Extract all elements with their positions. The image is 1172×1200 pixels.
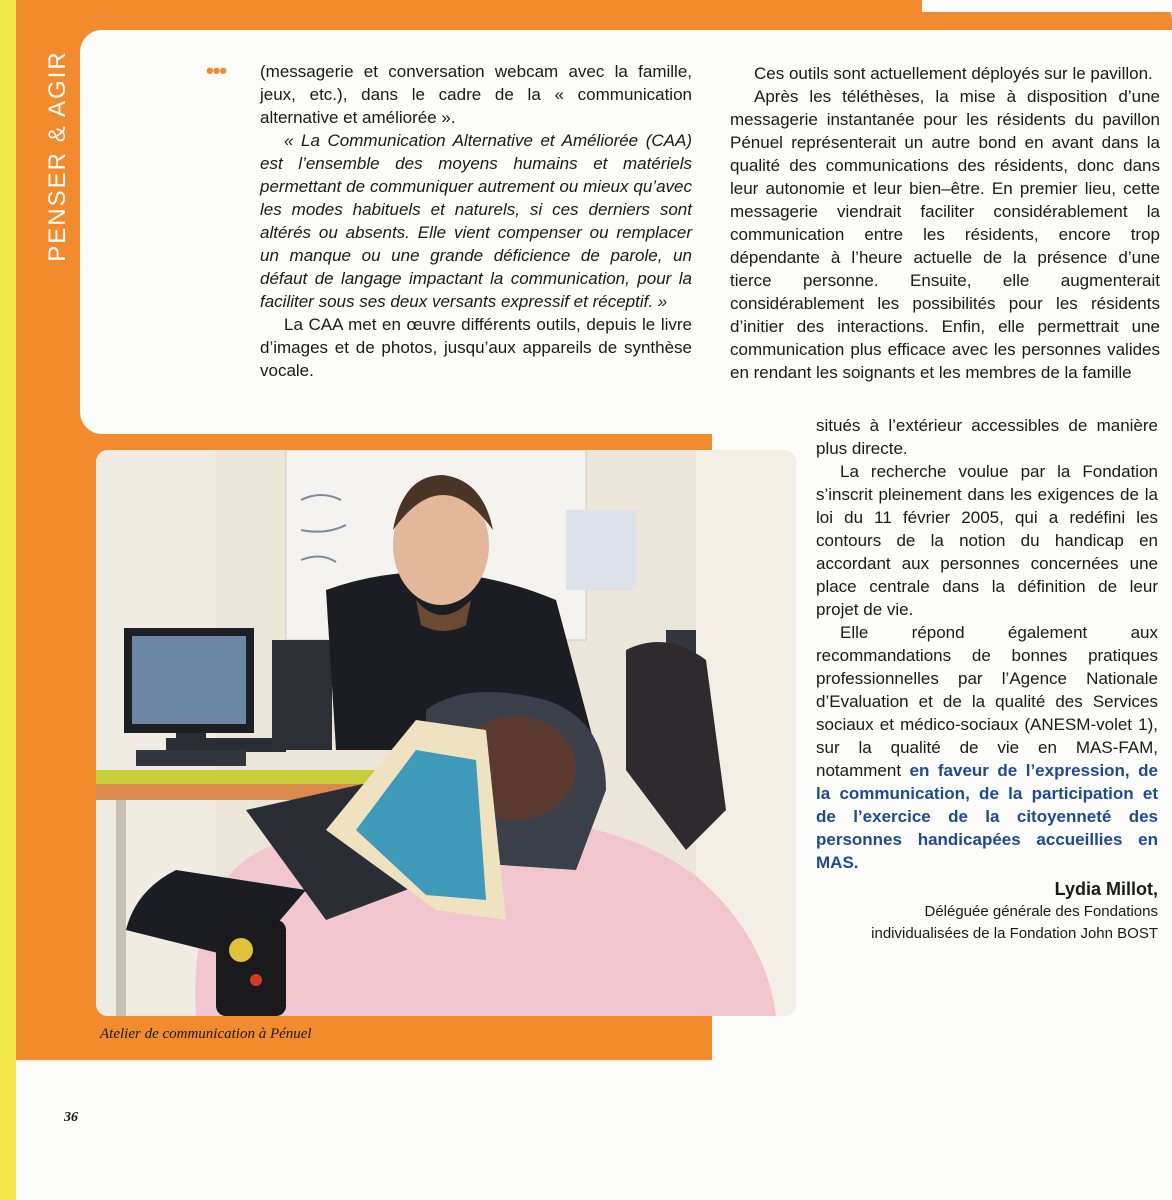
page-number: 36 bbox=[64, 1110, 78, 1125]
author-role-line-1: Déléguée générale des Fondations bbox=[924, 903, 1158, 920]
page-edge-strip bbox=[0, 0, 16, 1200]
photo-illustration bbox=[96, 450, 796, 1016]
author-name: Lydia Millot, bbox=[1054, 879, 1158, 899]
left-paragraph-1: (messagerie et conversation webcam avec la famille, jeux, etc.), dans le cadre de la « communication alternative et améliorée ». bbox=[260, 62, 692, 127]
bottom-margin bbox=[16, 1062, 716, 1200]
right-paragraph-1: Ces outils sont actuellement déployés sur le pavillon. bbox=[754, 64, 1153, 83]
right-paragraph-4 bbox=[816, 621, 1158, 874]
right-column-narrow bbox=[816, 414, 1158, 945]
left-paragraph-2: La CAA met en œuvre différents outils, depuis le livre d’images et de photos, jusqu’aux appareils de synthèse vocale. bbox=[260, 315, 692, 380]
right-column bbox=[730, 62, 1160, 384]
left-column bbox=[260, 60, 692, 382]
paragraph-4-text: Elle répond également aux recommandations de bonnes pratiques professionnelles par l’Agence Nationale d’Evaluation et de la qualité des Services sociaux et médico-sociaux (ANESM-volet 1), sur la qualité de vie en MAS-FAM, notamment bbox=[816, 623, 1158, 780]
right-paragraph-3: La recherche voulue par la Fondation s’inscrit pleinement dans les exigences de la loi du 11 février 2005, qui a redéfini les contours de la notion du handicap en accordant aux personnes concernées une place centrale dans la définition de leur projet de vie. bbox=[816, 462, 1158, 619]
top-right-margin bbox=[922, 0, 1172, 12]
section-label bbox=[38, 32, 78, 292]
bullet-dots-icon: ••• bbox=[206, 58, 227, 83]
caa-quote: « La Communication Alternative et Améliorée (CAA) est l’ensemble des moyens humains et matériels permettant de communiquer autrement ou mieux qu’avec les modes habituels et naturels, si ces derniers sont altérés ou absents. Elle vient compenser ou remplacer un manque ou une grande déficience de parole, un défaut de langage impactant la communication, pour la faciliter sous ses deux versants expressif et réceptif. » bbox=[260, 131, 692, 311]
signature-block bbox=[816, 878, 1158, 945]
photo-caption: Atelier de communication à Pénuel bbox=[100, 1026, 312, 1042]
right-paragraph-2-continued: situés à l’extérieur accessibles de manière plus directe. bbox=[816, 416, 1158, 458]
photo bbox=[96, 450, 796, 1016]
right-paragraph-2: Après les téléthèses, la mise à disposition d’une messagerie instantanée pour les résidents du pavillon Pénuel représenterait un autre bond en avant dans la qualité des communications des résidents, donc dans leur autonomie et leur bien–être. En premier lieu, cette messagerie viendrait faciliter considérablement la communication entre les résidents, encore trop dépendante à l’heure actuelle de la présence d’une tierce personne. Ensuite, elle augmenterait considérablement les possibilités pour les résidents d’initier des interactions. Enfin, elle permettrait une communication plus efficace avec les personnes valides en rendant les soignants et les membres de la famille bbox=[730, 87, 1160, 382]
highlighted-text: en faveur de l’expression, de la communication, de la participation et de l’exercice de la citoyenneté des personnes handicapées accueillies en MAS. bbox=[816, 761, 1158, 872]
author-role-line-2: individualisées de la Fondation John BOST bbox=[871, 925, 1158, 942]
section-label-text: PENSER & AGIR bbox=[44, 50, 71, 262]
